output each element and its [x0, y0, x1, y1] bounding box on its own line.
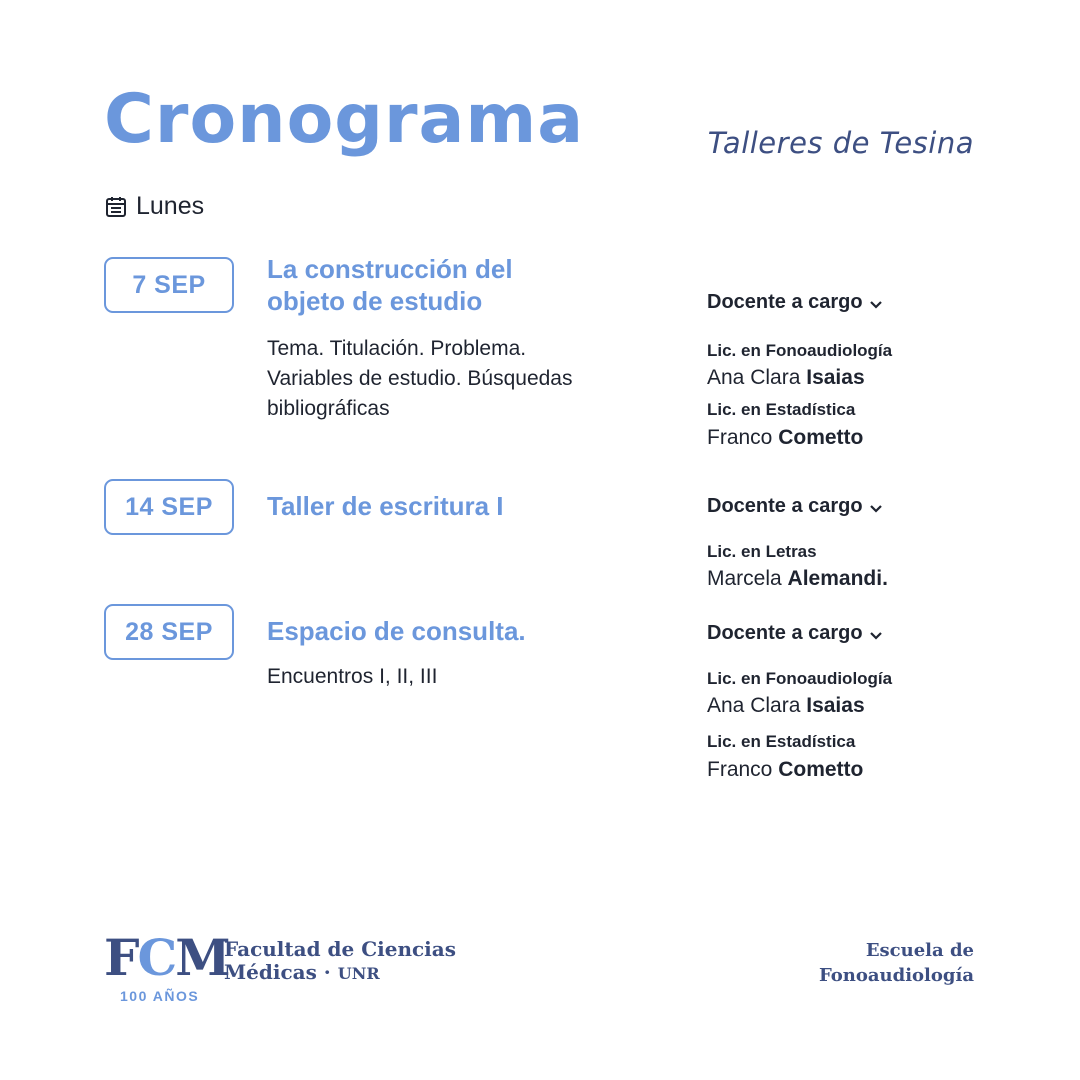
page-title: Cronograma	[104, 80, 585, 159]
calendar-icon	[104, 195, 128, 219]
teacher-name: Franco Cometto	[707, 758, 864, 781]
teacher-name: Ana Clara Isaias	[707, 694, 865, 717]
date-badge-2: 14 SEP	[104, 479, 234, 535]
day-text: Lunes	[136, 192, 205, 220]
teacher-degree: Lic. en Estadística	[707, 732, 856, 751]
teacher-degree: Lic. en Letras	[707, 542, 817, 561]
session-3-description: Encuentros I, II, III	[267, 665, 438, 688]
teacher-name: Franco Cometto	[707, 426, 864, 449]
anniversary-label: 100 AÑOS	[120, 988, 200, 1004]
teacher-name: Ana Clara Isaias	[707, 366, 865, 389]
teacher-degree: Lic. en Estadística	[707, 400, 856, 419]
session-1-docente-toggle[interactable]: Docente a cargo	[707, 291, 883, 314]
day-label	[104, 192, 204, 221]
session-1-description: Tema. Titulación. Problema. Variables de estudio. Búsquedas bibliográficas	[267, 337, 573, 420]
fcm-logo: FCM	[104, 928, 229, 987]
faculty-name: Facultad de Ciencias Médicas · UNR	[224, 937, 456, 984]
session-3-title: Espacio de consulta.	[267, 616, 526, 646]
session-3-docente-toggle[interactable]: Docente a cargo	[707, 622, 883, 645]
date-badge-1: 7 SEP	[104, 257, 234, 313]
teacher-degree: Lic. en Fonoaudiología	[707, 341, 893, 360]
teacher-degree: Lic. en Fonoaudiología	[707, 669, 893, 688]
session-1-title: La construcción del objeto de estudio	[267, 254, 513, 316]
school-name: Escuela de Fonoaudiología	[818, 940, 974, 986]
chevron-down-icon	[869, 298, 883, 312]
date-badge-3: 28 SEP	[104, 604, 234, 660]
session-2-docente-toggle[interactable]: Docente a cargo	[707, 495, 883, 518]
chevron-down-icon	[869, 502, 883, 516]
chevron-down-icon	[869, 629, 883, 643]
page-subtitle: Talleres de Tesina	[707, 126, 974, 160]
session-2-title: Taller de escritura I	[267, 491, 504, 521]
teacher-name: Marcela Alemandi.	[707, 567, 888, 590]
